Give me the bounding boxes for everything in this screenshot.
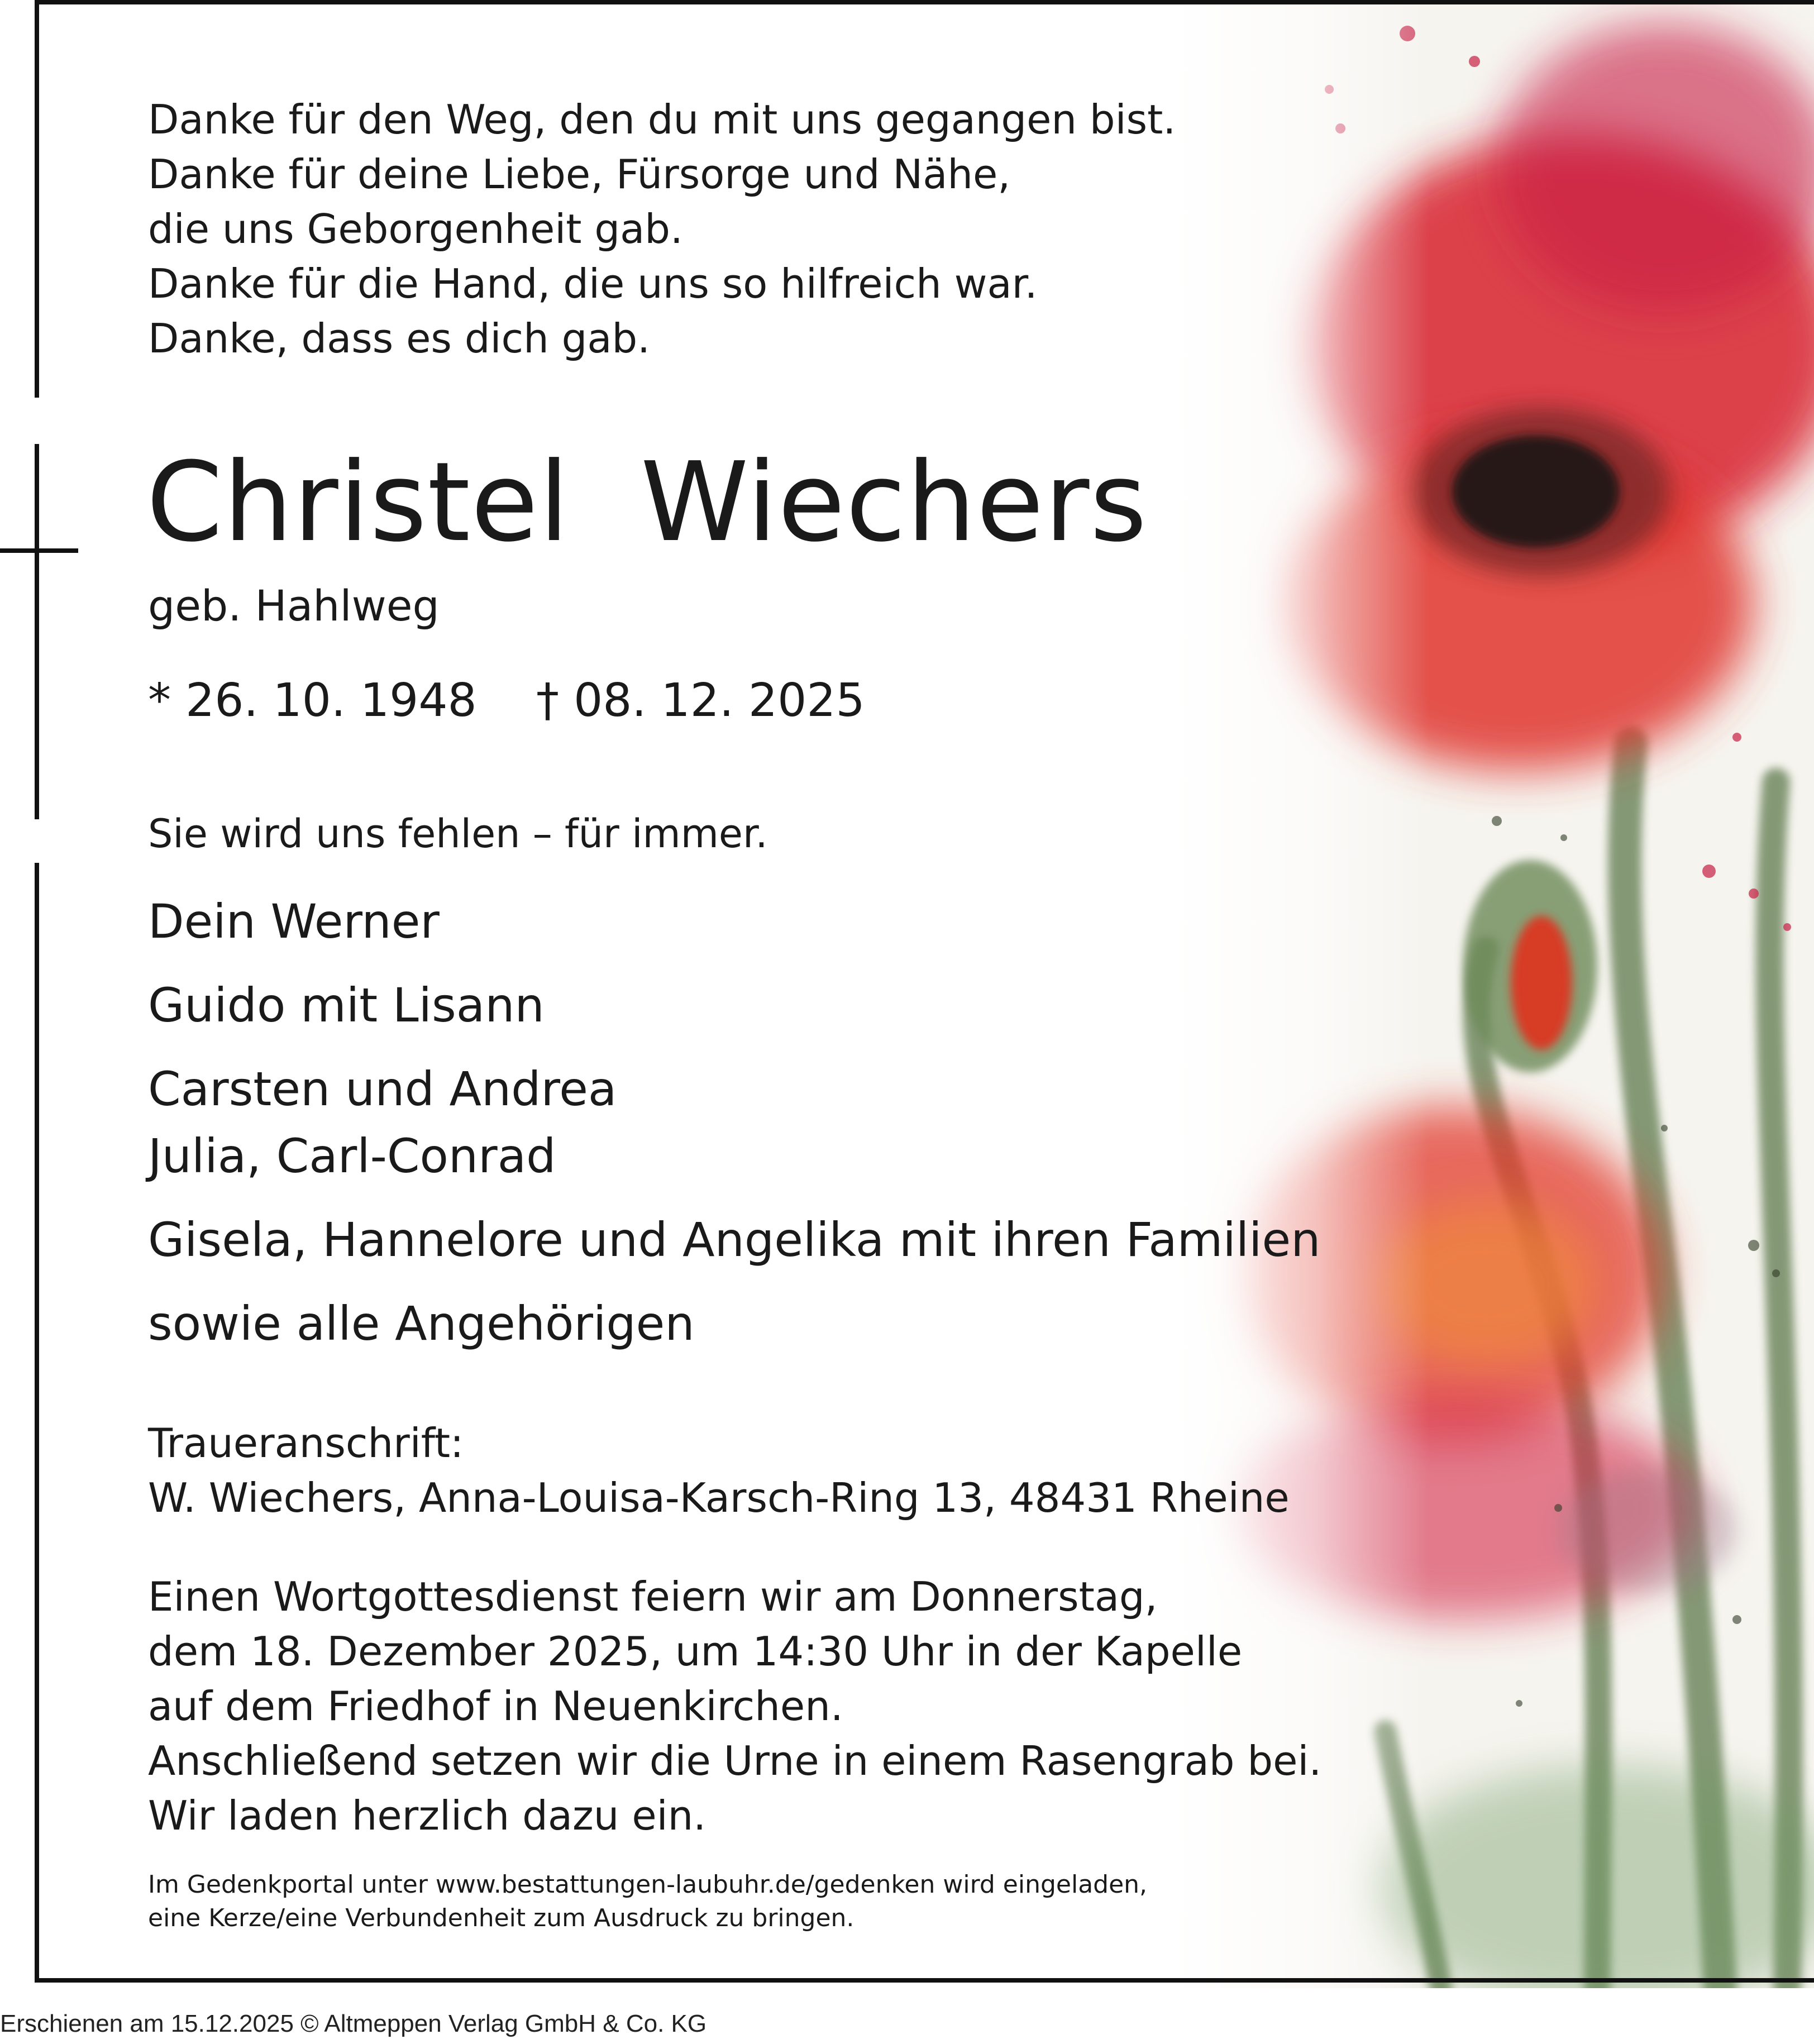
address-label: Traueranschrift: xyxy=(148,1420,464,1467)
publication-footer: Erschienen am 15.12.2025 © Altmeppen Verlag GmbH & Co. KG xyxy=(0,2010,707,2037)
address-value: W. Wiechers, Anna-Louisa-Karsch-Ring 13, 48431 Rheine xyxy=(148,1474,1290,1521)
poem-line: Danke für deine Liebe, Fürsorge und Nähe, xyxy=(148,151,1011,198)
frame-top-rule xyxy=(35,0,1814,4)
family-member: Guido mit Lisann xyxy=(148,978,545,1033)
birth-date: * 26. 10. 1948 xyxy=(148,674,477,727)
service-line: auf dem Friedhof in Neuenkirchen. xyxy=(148,1683,843,1730)
family-member: Carsten und Andrea xyxy=(148,1062,617,1116)
poem-line: die uns Geborgenheit gab. xyxy=(148,206,683,252)
deceased-name: Christel Wiechers xyxy=(146,439,1148,566)
frame-left-rule-bottom xyxy=(35,863,39,1983)
poem-line: Danke für die Hand, die uns so hilfreich war. xyxy=(148,260,1038,307)
maiden-name: geb. Hahlweg xyxy=(148,581,440,631)
service-line: dem 18. Dezember 2025, um 14:30 Uhr in der Kapelle xyxy=(148,1628,1243,1675)
portal-line: eine Kerze/eine Verbundenheit zum Ausdruck zu bringen. xyxy=(148,1904,855,1932)
farewell-text: Sie wird uns fehlen – für immer. xyxy=(148,811,768,857)
family-member: Dein Werner xyxy=(148,894,440,949)
service-line: Wir laden herzlich dazu ein. xyxy=(148,1792,706,1839)
portal-line: Im Gedenkportal unter www.bestattungen-laubuhr.de/gedenken wird eingeladen, xyxy=(148,1870,1148,1899)
cross-symbol xyxy=(0,548,78,553)
service-line: Einen Wortgottesdienst feiern wir am Donnerstag, xyxy=(148,1573,1158,1620)
poem-line: Danke, dass es dich gab. xyxy=(148,315,651,362)
family-member: Julia, Carl-Conrad xyxy=(148,1129,556,1183)
service-announcement xyxy=(148,1569,1321,1843)
life-dates xyxy=(148,673,865,729)
poem-line: Danke für den Weg, den du mit uns gegangen bist. xyxy=(148,96,1176,143)
service-line: Anschließend setzen wir die Urne in einem Rasengrab bei. xyxy=(148,1737,1322,1784)
family-member: Gisela, Hannelore und Angelika mit ihren Familien xyxy=(148,1212,1321,1267)
frame-left-rule-middle xyxy=(35,444,39,819)
family-member: sowie alle Angehörigen xyxy=(148,1296,695,1351)
memorial-portal-note xyxy=(148,1868,1147,1935)
frame-left-rule-top xyxy=(35,0,39,398)
death-date: † 08. 12. 2025 xyxy=(536,674,865,727)
poem xyxy=(148,92,1176,366)
mourning-address xyxy=(148,1416,1290,1525)
frame-bottom-rule xyxy=(35,1978,1814,1983)
